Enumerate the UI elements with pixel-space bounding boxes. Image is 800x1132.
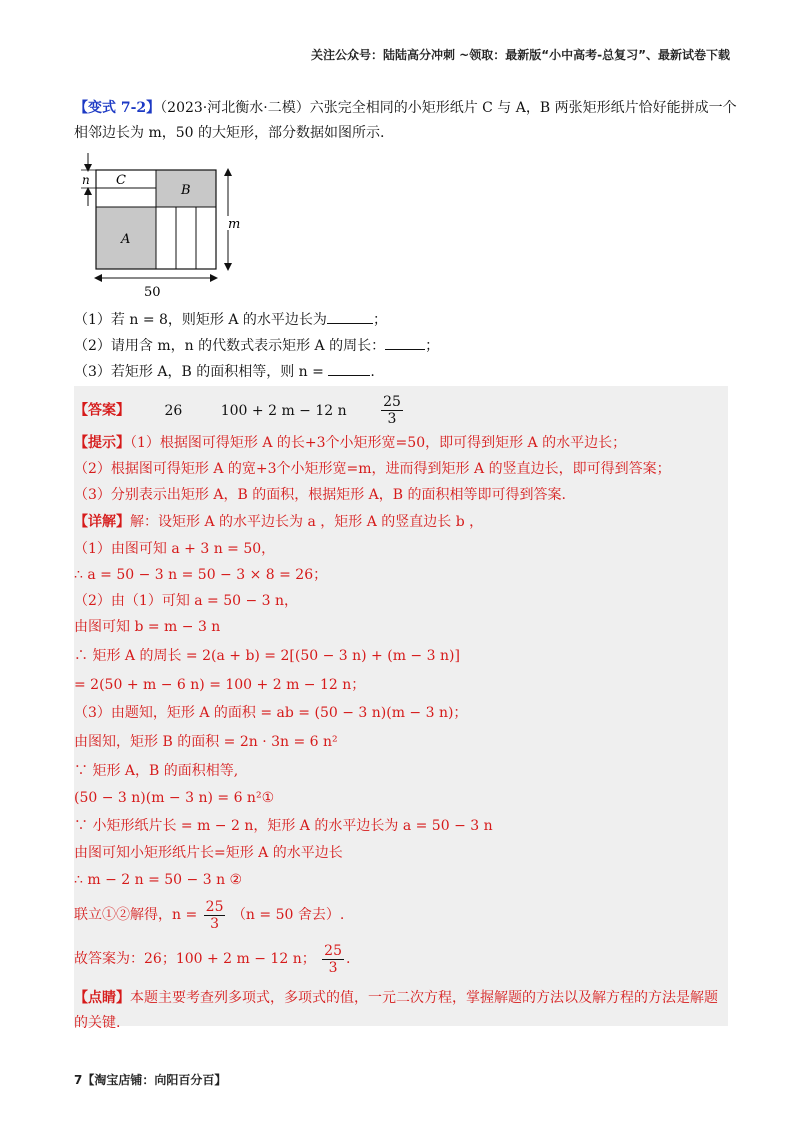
hint-line-1 (74, 432, 626, 454)
detail-line-11: (50 − 3 n)(m − 3 n) = 6 n²① (74, 790, 275, 806)
hint-line-3: （3）分别表示出矩形 A，B 的面积，根据矩形 A，B 的面积相等即可得到答案. (74, 487, 566, 503)
detail-line-7: = 2(50 + m − 6 n) = 100 + 2 m − 12 n； (74, 677, 366, 693)
question-3-end: . (370, 364, 375, 380)
comment-line-2: 的关键. (74, 1015, 121, 1031)
detail-line-12: ∵ 小矩形纸片长 = m − 2 n，矩形 A 的水平边长为 a = 50 − 3 n (74, 818, 493, 834)
detail-tag: 【详解】 (74, 514, 130, 530)
hint-line-2: （2）根据图可得矩形 A 的宽+3个小矩形宽=m，进而得到矩形 A 的竖直边长，即可得到答案； (74, 461, 671, 477)
question-1-text: （1）若 n = 8，则矩形 A 的水平边长为 (74, 312, 327, 328)
detail-line-8: （3）由题知，矩形 A 的面积 = ab = (50 − 3 n)(m − 3 n)； (74, 705, 468, 721)
hint-text-1: （1）根据图可得矩形 A 的长+3个小矩形宽=50，即可得到矩形 A 的水平边长； (130, 435, 627, 451)
detail-15-post: （n = 50 舍去）. (231, 907, 345, 923)
problem-tag: 【变式 7-2】 (74, 100, 161, 116)
label-m: m (228, 217, 241, 232)
detail-line-2: （1）由图可知 a + 3 n = 50， (74, 541, 276, 557)
answer-1: 26 (164, 402, 183, 419)
rect-strip-1 (156, 207, 176, 269)
answer-blank-1 (327, 309, 373, 324)
answer-tag: 【答案】 (74, 402, 130, 419)
detail-line-13: 由图可知小矩形纸片长=矩形 A 的水平边长 (74, 845, 343, 861)
detail-16-num: 25 (324, 942, 342, 959)
detail-16-pre: 故答案为：26；100 + 2 m − 12 n； (74, 951, 316, 967)
label-n: n (82, 173, 90, 187)
label-b: B (181, 183, 191, 198)
answer-line (74, 394, 405, 427)
detail-16-den: 3 (328, 959, 338, 976)
label-a: A (121, 232, 131, 247)
detail-line-1 (74, 511, 483, 533)
comment-tag: 【点睛】 (74, 990, 130, 1006)
problem-line-2: 相邻边长为 m，50 的大矩形，部分数据如图所示. (74, 125, 385, 141)
detail-16-post: . (346, 951, 351, 967)
detail-15-num: 25 (205, 898, 224, 915)
page-footer: 7【淘宝店铺：向阳百分百】 (74, 1073, 227, 1087)
problem-line-1 (74, 96, 737, 121)
answer-blank-3 (328, 361, 370, 376)
question-2-end: ； (425, 338, 440, 354)
problem-text-1: （2023·河北衡水·二模）六张完全相同的小矩形纸片 C 与 A，B 两张矩形纸片恰好能拼成一个 (160, 100, 737, 116)
detail-line-14: ∴ m − 2 n = 50 − 3 n ② (74, 872, 243, 888)
question-2-text: （2）请用含 m，n 的代数式表示矩形 A 的周长： (74, 338, 386, 354)
detail-line-6: ∴ 矩形 A 的周长 = 2(a + b) = 2[(50 − 3 n) + (m − 3 n)] (74, 648, 460, 664)
detail-line-9: 由图知，矩形 B 的面积 = 2n · 3n = 6 n² (74, 734, 338, 750)
detail-15-den: 3 (210, 915, 220, 932)
question-2 (74, 334, 439, 359)
question-1 (74, 308, 387, 333)
detail-15-fraction (204, 899, 226, 932)
page-header: 关注公众号：陆陆高分冲刺 ~领取：最新版“小中高考-总复习”、最新试卷下载 (311, 48, 730, 62)
detail-line-3: ∴ a = 50 − 3 n = 50 − 3 × 8 = 26； (74, 567, 328, 583)
question-3-text: （3）若矩形 A，B 的面积相等，则 n = (74, 364, 324, 380)
detail-line-5: 由图可知 b = m − 3 n (74, 619, 221, 635)
question-3 (74, 360, 375, 385)
detail-line-10: ∵ 矩形 A，B 的面积相等, (74, 763, 239, 779)
detail-text-1: 解：设矩形 A 的水平边长为 a ，矩形 A 的竖直边长 b ， (130, 514, 484, 530)
detail-line-4: （2）由（1）可知 a = 50 − 3 n， (74, 593, 299, 609)
answer-3-num: 25 (383, 394, 401, 410)
answer-3-fraction (381, 394, 403, 427)
rect-strip-2 (176, 207, 196, 269)
rect-c (96, 170, 156, 188)
answer-blank-2 (385, 335, 425, 350)
comment-line-1 (74, 987, 718, 1009)
hint-tag: 【提示】 (74, 435, 130, 451)
detail-15-pre: 联立①②解得，n = (74, 907, 198, 923)
answer-2: 100 + 2 m − 12 n (220, 402, 347, 419)
question-1-end: ； (372, 312, 387, 328)
comment-text-1: 本题主要考查列多项式，多项式的值，一元二次方程，掌握解题的方法以及解方程的方法是解题 (130, 990, 718, 1006)
label-50: 50 (144, 285, 161, 300)
rectangle-figure (76, 150, 256, 300)
detail-16-fraction (322, 943, 344, 976)
detail-line-15 (74, 898, 344, 932)
label-c: C (116, 173, 126, 188)
rect-strip-3 (196, 207, 216, 269)
detail-line-16 (74, 942, 350, 976)
rect-c-2 (96, 188, 156, 207)
answer-3-den: 3 (387, 411, 397, 427)
